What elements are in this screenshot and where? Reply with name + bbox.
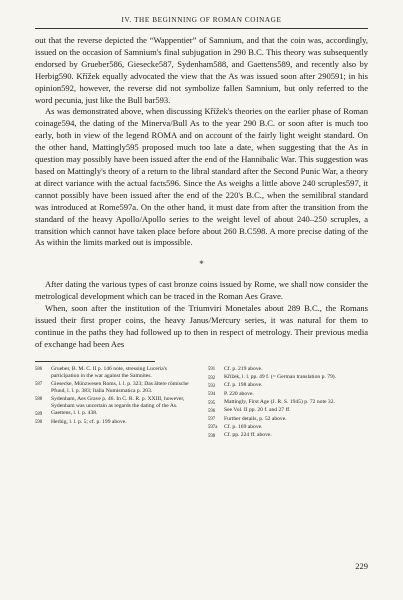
- paragraph: out that the reverse depicted the “Wappentier” of Samnium, and that the coin was, accordingly, issued on the occasion of Samnium's final subjugation in 290 B.C. This theory was subsequently endorsed by Grueber586, Giesecke587, Sydenham588, and Gaettens589, and recently also by Herbig590. Křížek equally advocated the view that the As was issued soon after 290591; in his opinion592, however, the reverse did not symbolize fallen Samnium, but only referred to the word pecunia, just like the Bull bar593.: [35, 35, 368, 105]
- paragraph: When, soon after the institution of the Triumviri Monetales about 289 B.C., the Romans issued their first proper coins, the heavy Janus/Mercury series, it was natural for them to continue in the paths they had followed up to then in respect of metrology. Their previous media of exchange had been Aes: [35, 303, 368, 349]
- footnote-text: Cf. p. 219 above.: [224, 365, 263, 372]
- footnote-number: 588: [35, 397, 43, 403]
- footnote: [35, 410, 195, 418]
- footnote-text: Gaettens, l. l. p. 438.: [51, 410, 98, 417]
- footnote-number: 591: [208, 367, 216, 373]
- footnotes-right-column: [208, 366, 368, 441]
- footnote-number: 594: [208, 392, 216, 398]
- page: [35, 16, 368, 440]
- footnote-number: 593: [208, 383, 216, 389]
- footnote-text: Grueber, B. M. C. II p. 146 note, stressing Luceria's participation in the war against the Samnites.: [51, 365, 167, 379]
- footnote-text: Mattingly, First Age (J. R. S. 1945) p. 72 note 32.: [224, 398, 335, 405]
- footnote-number: 595: [208, 400, 216, 406]
- footnote: [35, 396, 195, 410]
- footnote-number: 590: [35, 420, 43, 426]
- footnote-text: Cf. p. 198 above.: [224, 382, 263, 389]
- section-separator: *: [199, 259, 204, 270]
- footnote-text: See Vol. II pp. 20 f. and 27 ff.: [224, 407, 291, 414]
- footnote-number: 586: [35, 367, 43, 373]
- footnote-text: Cf. p. 169 above.: [224, 423, 263, 430]
- footnote: [208, 416, 368, 424]
- footnote-text: Further details, p. 52 above.: [224, 415, 287, 422]
- footnote: [208, 432, 368, 440]
- footnote: [208, 382, 368, 390]
- footnotes: [35, 366, 368, 441]
- footnote-text: Giesecke, Münzwesen Roms, l. l. p. 323; Das ältere römische Pfund, l. l. p. 383; Italia Numismatica p. 203.: [51, 380, 189, 394]
- footnote: [35, 366, 195, 380]
- footnote: [208, 407, 368, 415]
- footnote-text: Křížek, l. l. pp. 49 f. (= German translation p. 79).: [224, 374, 337, 381]
- footnote-number: 596: [208, 408, 216, 414]
- footnote-rule: [35, 361, 155, 362]
- paragraph: After dating the various types of cast bronze coins issued by Rome, we shall now consider the metrological development which can be traced in the Roman Aes Grave.: [35, 279, 368, 302]
- footnote: [35, 381, 195, 395]
- footnote-number: 597: [208, 417, 216, 423]
- paragraph: As was demonstrated above, when discussing Křížek's theories on the earlier phase of Roman coinage594, the dating of the Minerva/Bull As to the year 290 B.C. or soon after is much too early, both in view of the legend ROMA and on account of the fairly light weight standard. On the other hand, Mattingly595 proposed much too late a date, when suggesting that the As in question may possibly have been issued after the end of the Hannibalic War. This suggestion was based on Mattingly's theory of a return to the libral standard after the Second Punic War, a theory at direct variance with the actual facts596. Since the As weighs a little above 240 scruples597, it cannot possibly have been issued after the end of the 220's B.C., when the semilibral standard was introduced at Rome597a. On the other hand, it must date from after the transition from the standard of the heavy Apollo/Apollo series to the weight level of about 240–250 scruples, a transition which cannot have taken place before about 260 B.C598. A more precise dating of the As within the limits marked out is impossible.: [35, 106, 368, 248]
- footnote-text: Cf. pp. 224 ff. above.: [224, 432, 272, 439]
- footnote: [208, 374, 368, 382]
- footnote: [208, 366, 368, 374]
- footnote-number: 597a: [208, 425, 218, 431]
- footnote-text: Herbig, l. l. p. 5; cf. p. 199 above.: [51, 418, 127, 425]
- footnote-number: 587: [35, 382, 43, 388]
- footnote-number: 592: [208, 375, 216, 381]
- footnote: [208, 391, 368, 399]
- footnote-number: 598: [208, 433, 216, 439]
- footnote: [208, 399, 368, 407]
- footnote-number: 589: [35, 412, 43, 418]
- page-number: 229: [355, 561, 368, 571]
- footnote: [208, 424, 368, 432]
- footnote: [35, 419, 195, 427]
- footnote-text: P. 220 above.: [224, 390, 254, 397]
- footnotes-left-column: [35, 366, 195, 441]
- footnote-text: Sydenham, Aes Grave p. 46. In C. R. R. p. XXIII, however, Sydenham was uncertain as regards the dating of the As.: [51, 395, 185, 409]
- running-header: IV. THE BEGINNING OF ROMAN COINAGE: [35, 16, 368, 29]
- main-text: [35, 35, 368, 351]
